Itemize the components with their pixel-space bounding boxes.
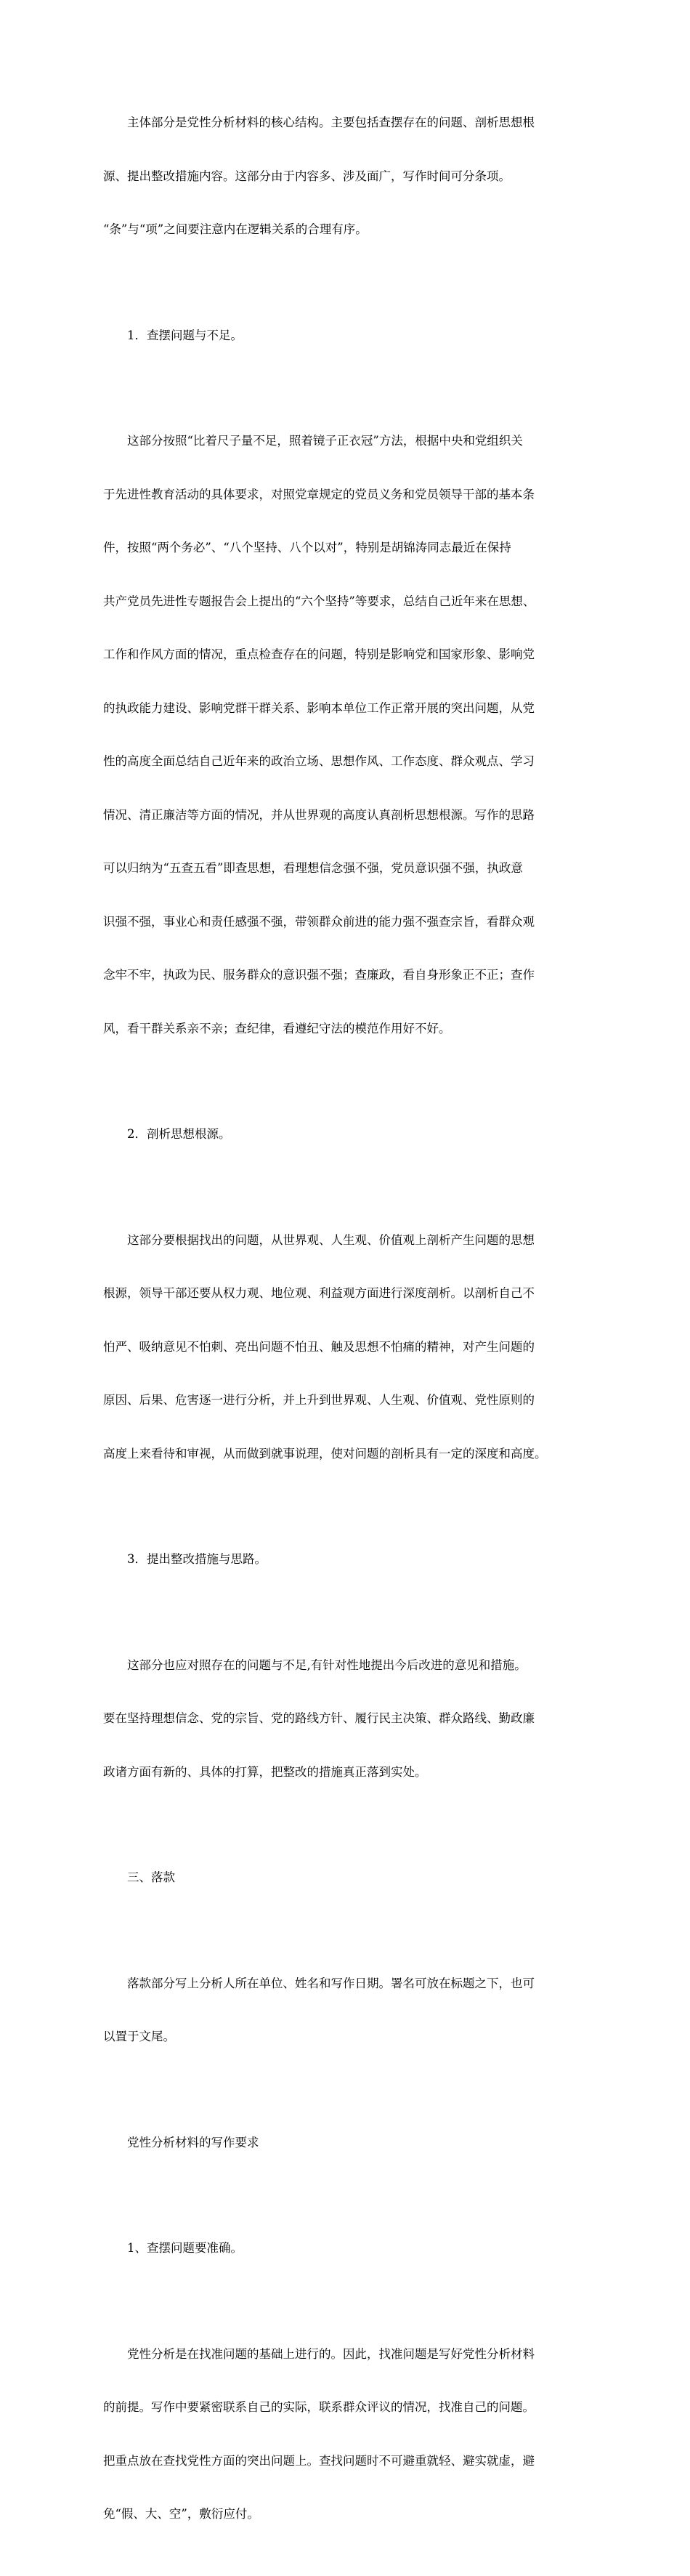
section-heading-2 bbox=[103, 1090, 597, 1179]
text-line: 可以归纳为“五查五看”即查思想，看理想信念强不强，党员意识强不强，执政意 bbox=[103, 861, 523, 875]
text-line: 识强不强，事业心和责任感强不强，带领群众前进的能力强不强查宗旨，看群众观 bbox=[103, 914, 535, 929]
text-line: 工作和作风方面的情况，重点检查存在的问题，特别是影响党和国家形象、影响党 bbox=[103, 647, 535, 661]
text-line: 的执政能力建设、影响党群干群关系、影响本单位工作正常开展的突出问题，从党 bbox=[103, 700, 535, 715]
paragraph-problems bbox=[103, 397, 597, 1073]
text-line: 1．查摆问题与不足。 bbox=[127, 328, 243, 342]
text-line: 性的高度全面总结自己近年来的政治立场、思想作风、工作态度、群众观点、学习 bbox=[103, 754, 535, 768]
text-line: 三、落款 bbox=[127, 1870, 175, 1884]
paragraph-root-causes bbox=[103, 1196, 597, 1499]
paragraph-signature bbox=[103, 1939, 597, 2082]
section-heading-signature bbox=[103, 1833, 597, 1923]
text-line: 高度上来看待和审视，从而做到就事说理，使对问题的剖析具有一定的深度和高度。 bbox=[103, 1446, 547, 1461]
text-line: 这部分按照“比着尺子量不足，照着镜子正衣冠”方法，根据中央和党组织关 bbox=[127, 434, 523, 448]
text-line: 1、查摆问题要准确。 bbox=[127, 2241, 243, 2255]
text-line: 2．剖析思想根源。 bbox=[127, 1127, 231, 1141]
document-body bbox=[103, 78, 597, 2576]
paragraph-main-body-intro bbox=[103, 78, 597, 275]
text-line: 原因、后果、危害逐一进行分析，并上升到世界观、人生观、价值观、党性原则的 bbox=[103, 1393, 535, 1407]
paragraph-measures bbox=[103, 1621, 597, 1817]
section-heading-3 bbox=[103, 1515, 597, 1604]
text-line: 源、提出整改措施内容。这部分由于内容多、涉及面广，写作时间可分条项。 bbox=[103, 169, 511, 183]
text-line: 以置于文尾。 bbox=[103, 2030, 175, 2043]
text-line: 怕严、吸纳意见不怕刺、亮出问题不怕丑、触及思想不怕痛的精神，对产生问题的 bbox=[103, 1339, 535, 1354]
text-line: 风，看干群关系亲不亲；查纪律，看遵纪守法的模范作用好不好。 bbox=[103, 1021, 451, 1035]
text-line: 的前提。写作中要紧密联系自己的实际，联系群众评议的情况，找准自己的问题。 bbox=[103, 2400, 535, 2414]
section-heading-requirements bbox=[103, 2099, 597, 2188]
text-line: 这部分也应对照存在的问题与不足,有针对性地提出今后改进的意见和措施。 bbox=[127, 1658, 527, 1672]
text-line: 念牢不牢，执政为民、服务群众的意识强不强；查廉政，看自身形象正不正；查作 bbox=[103, 968, 535, 982]
text-line: 件，按照“两个务必”、“八个坚持、八个以对”，特别是胡锦涛同志最近在保持 bbox=[103, 541, 511, 554]
text-line: 情况、清正廉洁等方面的情况，并从世界观的高度认真剖析思想根源。写作的思路 bbox=[103, 807, 535, 822]
text-line: 要在坚持理想信念、党的宗旨、党的路线方针、履行民主决策、群众路线、勤政廉 bbox=[103, 1711, 535, 1725]
text-line: 落款部分写上分析人所在单位、姓名和写作日期。署名可放在标题之下，也可 bbox=[127, 1976, 535, 1990]
subheading-requirement-1 bbox=[103, 2204, 597, 2293]
text-line: 主体部分是党性分析材料的核心结构。主要包括查摆存在的问题、剖析思想根 bbox=[127, 116, 535, 129]
text-line: 3．提出整改措施与思路。 bbox=[127, 1552, 267, 1566]
text-line: 这部分要根据找出的问题，从世界观、人生观、价值观上剖析产生问题的思想 bbox=[127, 1232, 535, 1247]
paragraph-requirement-1 bbox=[103, 2310, 597, 2559]
text-line: 把重点放在查找党性方面的突出问题上。查找问题时不可避重就轻、避实就虚，避 bbox=[103, 2453, 535, 2468]
text-line: 免“假、大、空”，敷衍应付。 bbox=[103, 2507, 259, 2521]
text-line: 共产党员先进性专题报告会上提出的“六个坚持”等要求，总结自己近年来在思想、 bbox=[103, 594, 535, 608]
section-heading-1 bbox=[103, 291, 597, 381]
text-line: 根源，领导干部还要从权力观、地位观、利益观方面进行深度剖析。以剖析自己不 bbox=[103, 1286, 535, 1300]
text-line: 于先进性教育活动的具体要求，对照党章规定的党员义务和党员领导干部的基本条 bbox=[103, 487, 535, 501]
text-line: 党性分析是在找准问题的基础上进行的。因此，找准问题是写好党性分析材料 bbox=[127, 2346, 535, 2361]
text-line: 党性分析材料的写作要求 bbox=[127, 2135, 259, 2149]
text-line: 政诸方面有新的、具体的打算，把整改的措施真正落到实处。 bbox=[103, 1764, 427, 1779]
text-line: “条”与“项”之间要注意内在逻辑关系的合理有序。 bbox=[103, 222, 368, 236]
